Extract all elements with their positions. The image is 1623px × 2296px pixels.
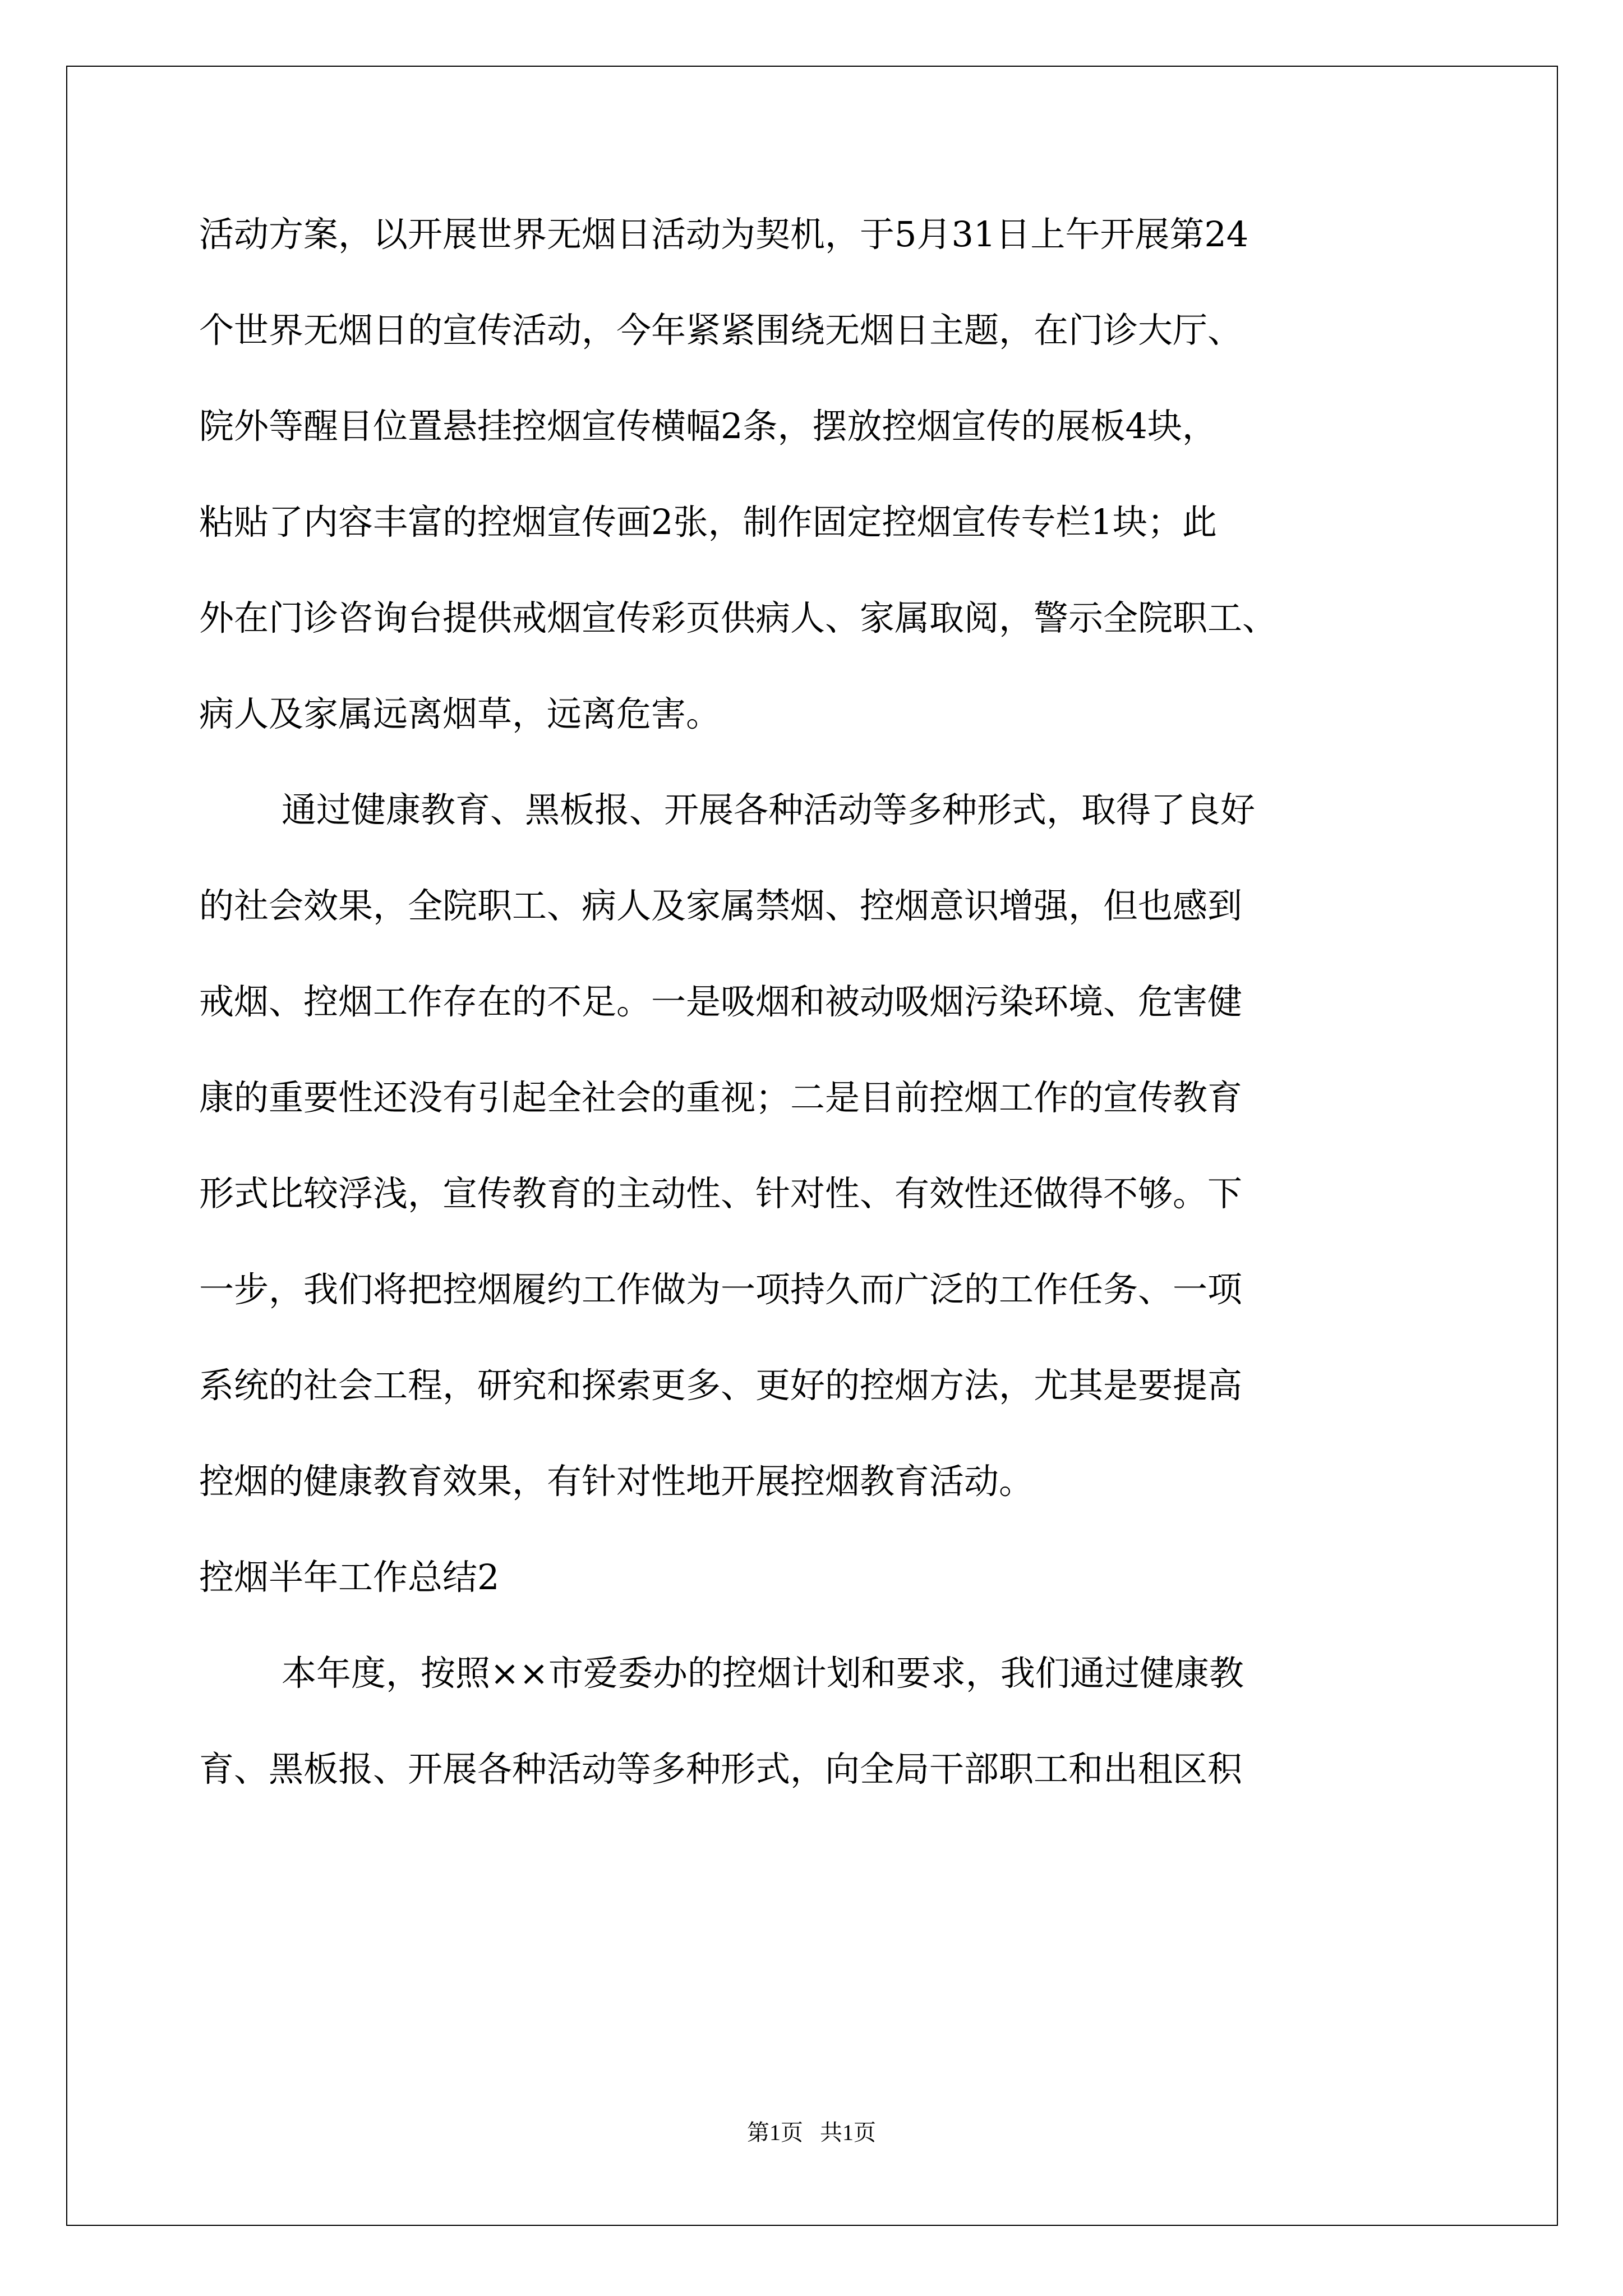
paragraph-line: 康的重要性还没有引起全社会的重视；二是目前控烟工作的宣传教育 — [199, 1077, 1243, 1118]
paragraph-line: 病人及家属远离烟草，远离危害。 — [199, 693, 721, 734]
paragraph-line: 形式比较浮浅，宣传教育的主动性、针对性、有效性还做得不够。下 — [199, 1173, 1243, 1214]
paragraph-line: 育、黑板报、开展各种活动等多种形式，向全局干部职工和出租区积 — [199, 1749, 1243, 1789]
paragraph-line: 通过健康教育、黑板报、开展各种活动等多种形式，取得了良好 — [282, 789, 1256, 830]
paragraph-line: 活动方案，以开展世界无烟日活动为契机，于5月31日上午开展第24 — [199, 214, 1249, 255]
paragraph-line: 外在门诊咨询台提供戒烟宣传彩页供病人、家属取阅，警示全院职工、 — [199, 597, 1278, 638]
paragraph-line: 系统的社会工程，研究和探索更多、更好的控烟方法，尤其是要提高 — [199, 1365, 1243, 1406]
paragraph-line: 戒烟、控烟工作存在的不足。一是吸烟和被动吸烟污染环境、危害健 — [199, 981, 1243, 1022]
paragraph-line: 控烟的健康教育效果，有针对性地开展控烟教育活动。 — [199, 1461, 1034, 1502]
paragraph-line: 个世界无烟日的宣传活动，今年紧紧围绕无烟日主题，在门诊大厅、 — [199, 310, 1243, 351]
paragraph-line: 一步，我们将把控烟履约工作做为一项持久而广泛的工作任务、一项 — [199, 1269, 1243, 1310]
page-border — [66, 66, 1558, 2226]
paragraph-line: 院外等醒目位置悬挂控烟宣传横幅2条，摆放控烟宣传的展板4块， — [199, 406, 1217, 447]
page-footer: 第1页 共1页 — [747, 2120, 876, 2145]
section-heading: 控烟半年工作总结2 — [199, 1557, 500, 1598]
paragraph-line: 粘贴了内容丰富的控烟宣传画2张，制作固定控烟宣传专栏1块；此 — [199, 501, 1217, 542]
paragraph-line: 本年度，按照××市爱委办的控烟计划和要求，我们通过健康教 — [282, 1653, 1244, 1694]
paragraph-line: 的社会效果，全院职工、病人及家属禁烟、控烟意识增强，但也感到 — [199, 885, 1243, 926]
